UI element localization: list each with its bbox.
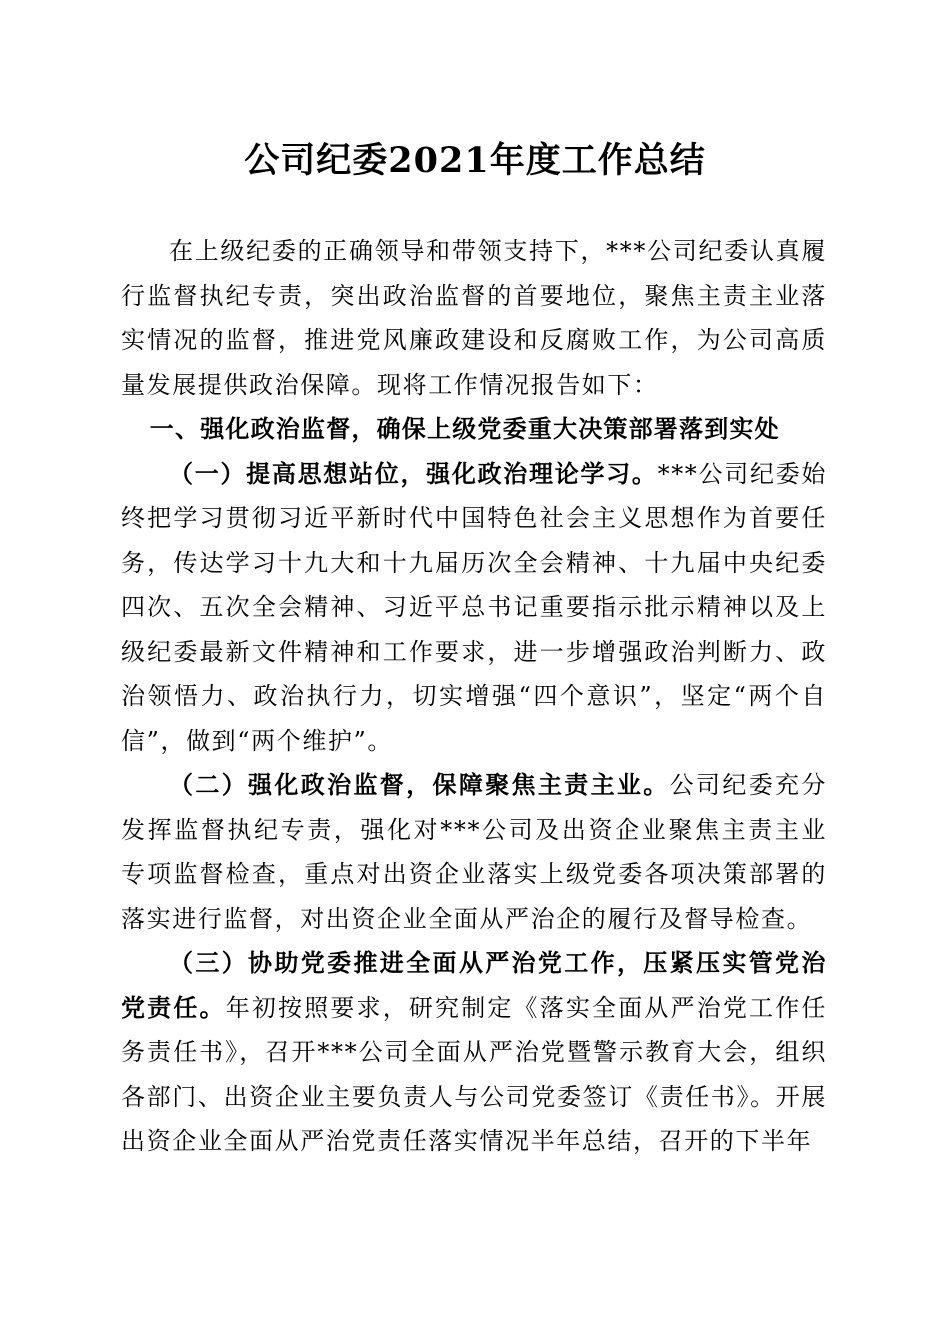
document-title: 公司纪委2021年度工作总结: [244, 140, 706, 181]
item-text-1: ***公司纪委始终把学习贯彻习近平新时代中国特色社会主义思想作为首要任务，传达学习十九大和十九届历次全会精神、十九届中央纪委四次、五次全会精神、习近平总书记重要指示批示精神以及上级纪委最新文件精神和工作要求，进一步增强政治判断力、政治领悟力、政治执行力，切实增强“四个意识”，坚定“两个自信”，做到“两个维护”。: [121, 459, 827, 755]
item-lead-3: （三）协助党委推进全面从严治党工作，压紧压实管党治党责任。: [121, 948, 827, 1022]
item-paragraph-1: [121, 452, 827, 764]
item-paragraph-2: [121, 763, 827, 941]
item-text-3: 年初按照要求，研究制定《落实全面从严治党工作任务责任书》，召开***公司全面从严治党暨警示教育大会，组织各部门、出资企业主要负责人与公司党委签订《责任书》。开展出资企业全面从严治党责任落实情况半年总结，召开的下半年: [121, 993, 827, 1155]
item-lead-1: （一）提高思想站位，强化政治理论学习。: [169, 458, 658, 488]
item-text-2: 公司纪委充分发挥监督执纪专责，强化对***公司及出资企业聚焦主责主业专项监督检查，重点对出资企业落实上级党委各项决策部署的落实进行监督，对出资企业全面从严治企的履行及督导检查。: [121, 771, 827, 933]
intro-paragraph: 在上级纪委的正确领导和带领支持下，***公司纪委认真履行监督执纪专责，突出政治监督的首要地位，聚焦主责主业落实情况的监督，推进党风廉政建设和反腐败工作，为公司高质量发展提供政治保障。现将工作情况报告如下：: [121, 237, 827, 399]
item-paragraph-3: [121, 941, 827, 1164]
document-body: [121, 229, 827, 1164]
item-lead-2: （二）强化政治监督，保障聚焦主责主业。: [169, 770, 670, 799]
section-heading: 一、强化政治监督，确保上级党委重大决策部署落到实处: [149, 414, 780, 443]
